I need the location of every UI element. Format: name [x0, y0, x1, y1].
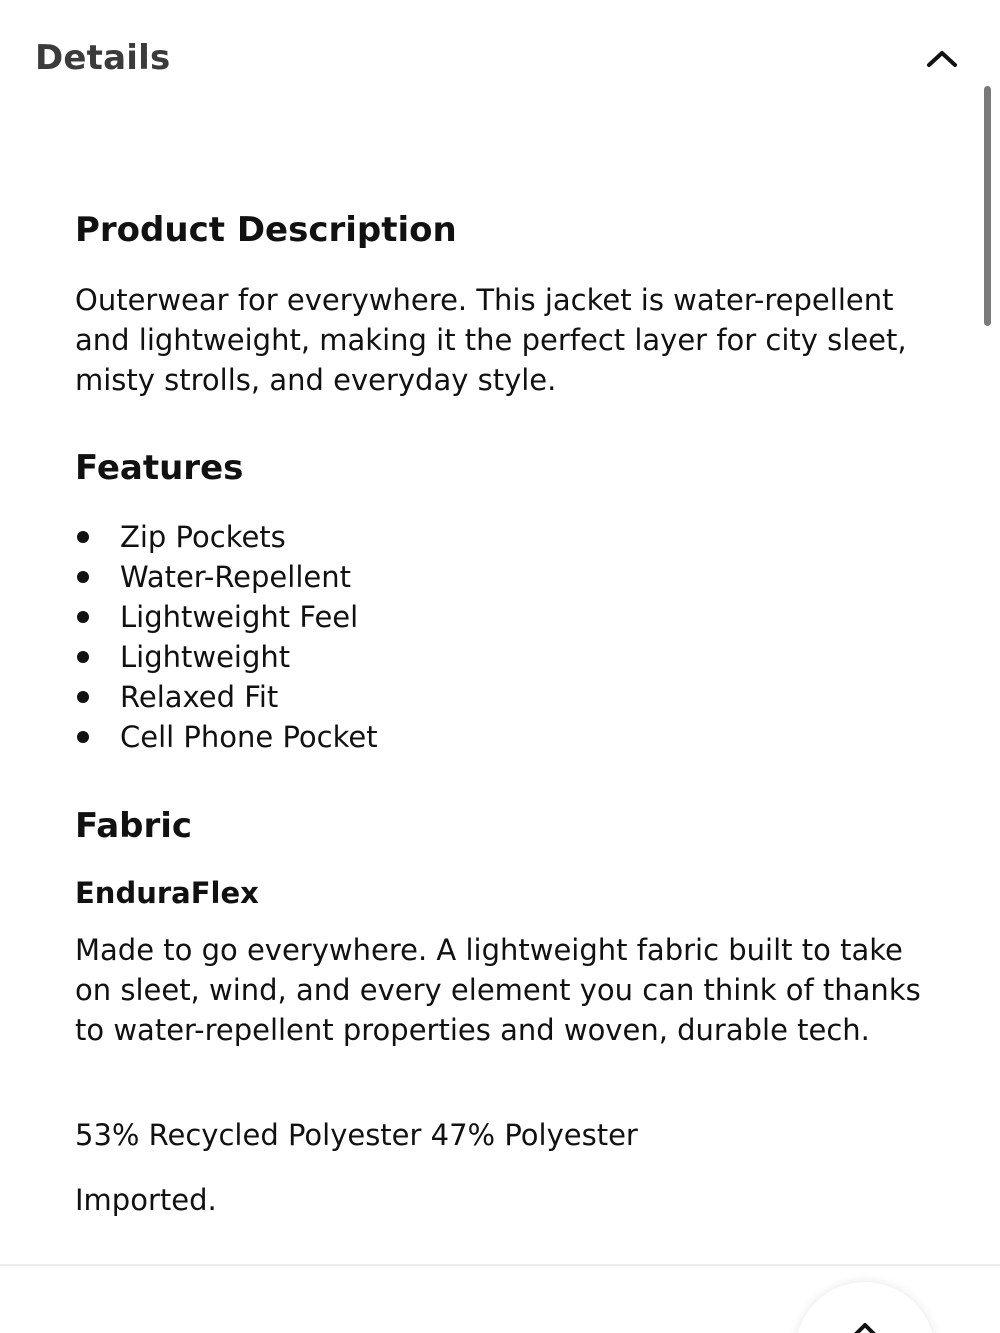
fabric-composition: 53% Recycled Polyester 47% Polyester: [75, 1118, 638, 1152]
bullet-icon: [77, 571, 89, 583]
product-description-text: Outerwear for everywhere. This jacket is water-repellent and lightweight, making it the perfect layer for city sleet, misty strolls, and everyday style.: [75, 283, 907, 397]
fabric-description: Made to go everywhere. A lightweight fabric built to take on sleet, wind, and every element you can think of thanks to water-repellent properties and woven, durable tech.: [75, 933, 921, 1047]
list-item: [75, 597, 378, 637]
feature-label: Water-Repellent: [120, 560, 351, 594]
feature-label: Cell Phone Pocket: [120, 720, 378, 754]
details-accordion-header[interactable]: [0, 0, 1000, 120]
feature-label: Lightweight Feel: [120, 600, 359, 634]
feature-label: Relaxed Fit: [120, 680, 279, 714]
back-to-top-button[interactable]: [795, 1282, 935, 1333]
features-heading: Features: [75, 448, 244, 488]
feature-label: Zip Pockets: [120, 520, 286, 554]
list-item: [75, 677, 378, 717]
list-item: [75, 717, 378, 757]
fabric-heading: Fabric: [75, 806, 193, 846]
scrollbar-thumb[interactable]: [984, 86, 991, 326]
origin-text: Imported.: [75, 1183, 217, 1217]
bullet-icon: [77, 731, 89, 743]
accordion-title: Details: [35, 38, 171, 78]
list-item: [75, 517, 378, 557]
list-item: [75, 637, 378, 677]
arrow-up-icon: [850, 1320, 880, 1333]
bullet-icon: [77, 691, 89, 703]
chevron-up-icon: [924, 46, 960, 70]
fabric-name: EnduraFlex: [75, 876, 259, 910]
section-divider: [0, 1264, 1000, 1266]
bullet-icon: [77, 531, 89, 543]
bullet-icon: [77, 651, 89, 663]
feature-label: Lightweight: [120, 640, 291, 674]
features-list: [75, 517, 378, 757]
product-description-heading: Product Description: [75, 210, 457, 250]
list-item: [75, 557, 378, 597]
collapse-toggle-button[interactable]: [920, 36, 964, 80]
bullet-icon: [77, 611, 89, 623]
